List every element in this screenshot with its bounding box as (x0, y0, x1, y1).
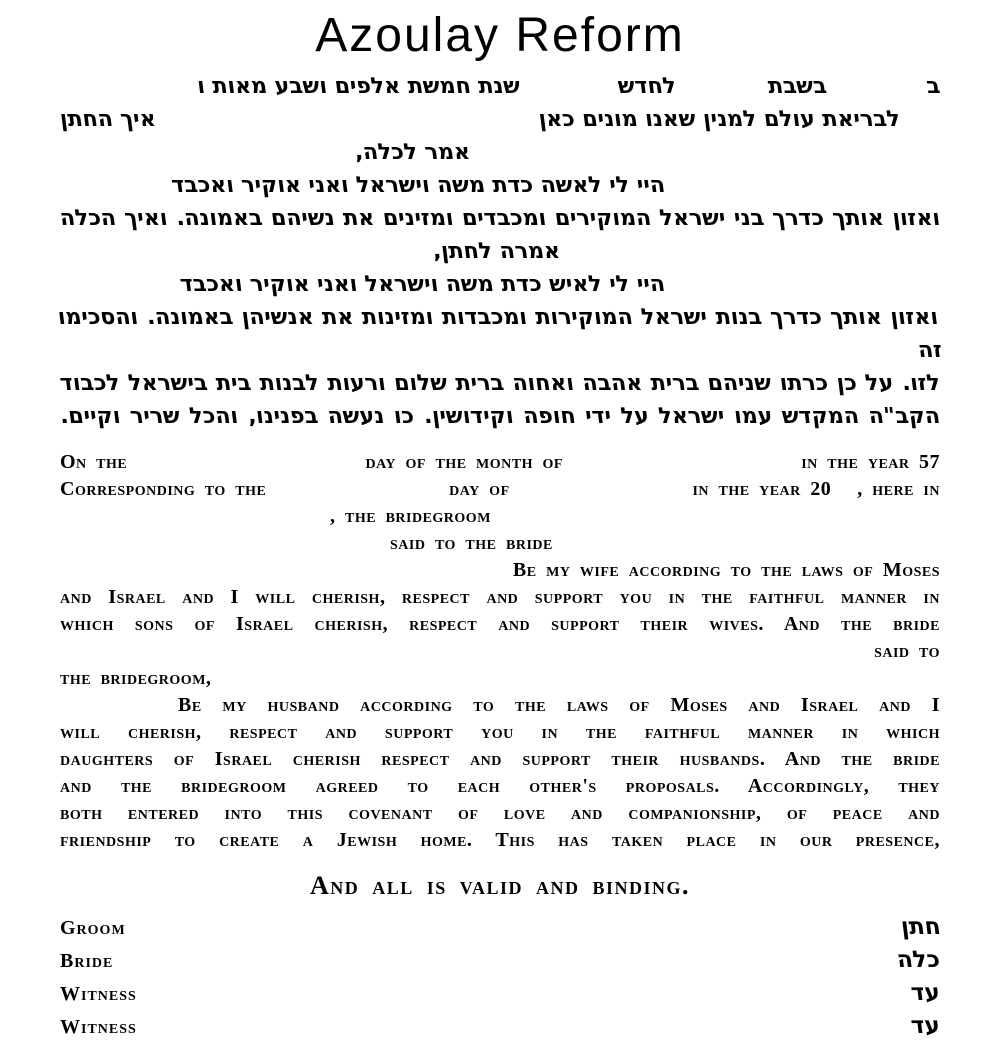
bride-vow-line-2: will cherish, respect and support you in the faithful manner in which (60, 721, 940, 743)
english-corresponding: Corresponding to the (60, 478, 267, 500)
said-to-bride-line: said to the bride (390, 532, 553, 554)
hebrew-covenant-line-2: הקב"ה המקדש עמו ישראל על ידי חופה וקידושין. כו נעשה בפנינו, והכל שריר וקיים. (58, 404, 942, 429)
groom-vow-line-4: said to (874, 640, 940, 662)
hebrew-said-to-bride-line: אמר לכלה, (353, 140, 472, 165)
witness-2-hebrew-label: עד (909, 1013, 942, 1039)
bride-vow-line-4: and the bridegroom agreed to each other's proposals. Accordingly, they (60, 775, 940, 797)
groom-vow-line-5: the bridegroom, (60, 667, 212, 689)
groom-label: Groom (60, 917, 126, 939)
hebrew-bride-vow-line-2: ואזון אותך כדרך בנות ישראל המוקירות ומכבדות ומזינות את אנשיהן באמונה. והסכימו זה (56, 305, 944, 363)
hebrew-covenant-line-1: לזו. על כן כרתו שניהם ברית אהבה ואחוה ברית שלום ורעות לבנות בית בישראל לכבוד (58, 371, 942, 396)
ketubah-document (0, 8, 1000, 1039)
witness-2-label: Witness (60, 1016, 137, 1038)
english-civil-date-line (60, 476, 940, 503)
hebrew-place-line (58, 103, 942, 136)
signature-row-groom (60, 914, 940, 947)
english-date-line (60, 449, 940, 476)
bride-vow-line-3: daughters of Israel cherish respect and support their husbands. And the bride (60, 748, 940, 770)
groom-vow-line-3: which sons of Israel cherish, respect and support their wives. And the bride (60, 613, 940, 635)
bride-vow-line-6: friendship to create a Jewish home. This has taken place in our presence, (60, 829, 940, 851)
signature-row-witness-2 (60, 1013, 940, 1046)
english-here-in: , here in (857, 478, 940, 500)
hebrew-of-month: לחדש (616, 74, 678, 99)
hebrew-said-to-groom-line: אמרה לחתן, (431, 239, 562, 264)
hebrew-day-letter: ב (925, 74, 942, 99)
hebrew-groom-vow-line-1: היי לי לאשה כדת משה וישראל ואני אוקיר ואכבד (169, 173, 667, 198)
hebrew-year-phrase: שנת חמשת אלפים ושבע מאות ו (195, 74, 522, 99)
hebrew-date-line (58, 70, 942, 103)
witness-1-hebrew-label: עד (909, 980, 942, 1006)
english-on-the: On the (60, 451, 128, 473)
hebrew-in-week: בשבת (766, 74, 829, 99)
groom-hebrew-label: חתן (898, 914, 942, 940)
english-civil-day-of: day of (449, 478, 510, 500)
bridegroom-name-line: , the bridegroom (330, 505, 491, 527)
groom-vow-line-1: Be my wife according to the laws of Moses (512, 559, 940, 581)
bride-vow-line-5: both entered into this covenant of love and companionship, of peace and (60, 802, 940, 824)
hebrew-groom-intro: איך החתן (58, 107, 158, 132)
english-civil-year: in the year 20 (692, 478, 832, 500)
groom-vow-line-2: and Israel and I will cherish, respect and support you in the faithful manner in (60, 586, 940, 608)
witness-1-label: Witness (60, 983, 137, 1005)
closing-declaration: And all is valid and binding. (310, 871, 690, 900)
english-day-of-month: day of the month of (365, 451, 563, 473)
hebrew-bride-vow-line-1: היי לי לאיש כדת משה וישראל ואני אוקיר ואכבד (178, 272, 667, 297)
english-hebrew-year: in the year 57 (801, 451, 940, 473)
signature-row-bride (60, 947, 940, 980)
hebrew-era-phrase: לבריאת עולם למנין שאנו מונים כאן (537, 107, 902, 132)
bride-hebrew-label: כלה (895, 947, 942, 973)
document-title: Azoulay Reform (315, 9, 685, 62)
english-civil-year-group (692, 476, 940, 503)
hebrew-groom-vow-line-2: ואזון אותך כדרך בני ישראל המוקירים ומכבדים ומזינים את נשיהם באמונה. ואיך הכלה (58, 206, 942, 231)
signature-row-witness-1 (60, 980, 940, 1013)
signature-section (60, 914, 940, 1046)
bride-label: Bride (60, 950, 114, 972)
bride-vow-line-1: Be my husband according to the laws of Moses and Israel and I (178, 694, 940, 716)
